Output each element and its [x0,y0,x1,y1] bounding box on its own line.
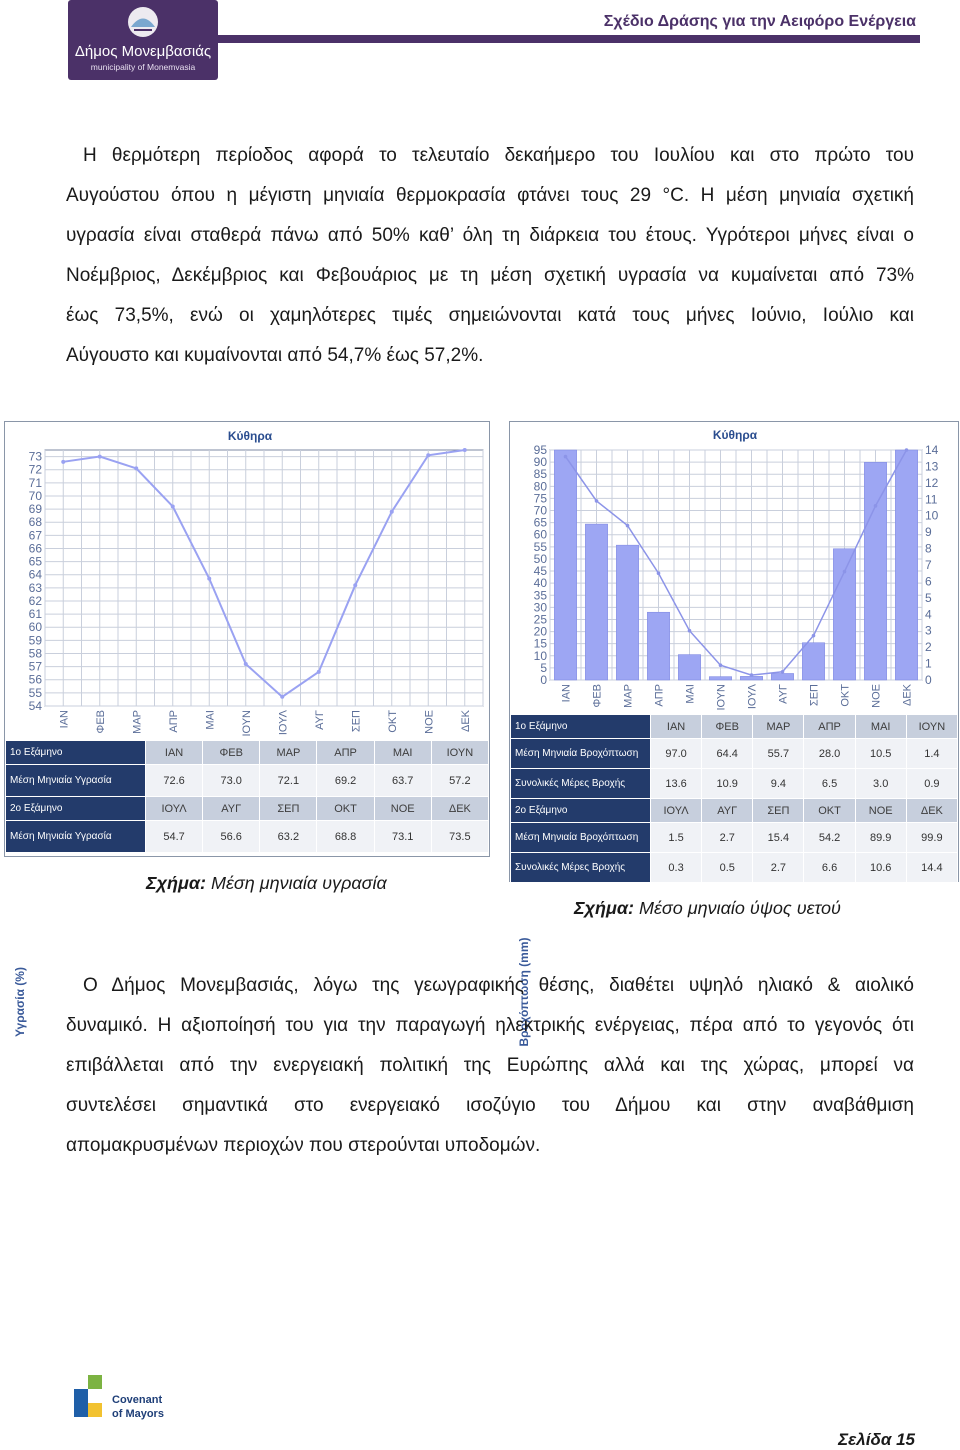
value-cell: 99.9 [906,823,957,853]
rainfall-bar [647,612,669,680]
caption-label: Σχήμα: [574,898,635,918]
municipality-logo [68,0,218,80]
value-cell: 63.7 [374,765,431,797]
value-cell: 0.5 [702,853,753,883]
y-axis-label: Βροχόπτωση (mm) [517,937,531,1047]
rainfall-data-table [510,714,958,883]
paragraph-line: Ο Δήμος Μονεμβασιάς, λόγω της γεωγραφικής θέσης, διαθέτει υψηλό ηλιακό & αιολικό [83,975,914,996]
row-label: Μέση Μηνιαία Βροχόπτωση [511,823,651,853]
month-header-cell: ΜΑΡ [753,715,804,739]
rainfall-bar [616,545,638,680]
month-header-cell: ΔΕΚ [431,797,488,821]
month-header-cell: ΙΟΥΝ [906,715,957,739]
value-cell: 13.6 [651,769,702,799]
x-tick-label: ΜΑΡ [131,710,144,734]
value-cell: 89.9 [855,823,906,853]
paragraph-line: συντελέσει σημαντικά στο ενεργειακό ισοζύγιο του Δήμου και στην αναβάθμιση [66,1095,914,1116]
month-header-cell: ΜΑΙ [374,741,431,765]
month-header-cell: ΑΥΓ [702,799,753,823]
data-point [843,570,847,574]
paragraph-line: Η θερμότερη περίοδος αφορά το τελευταίο δεκαήμερο του Ιουλίου και στο πρώτο του [83,145,914,166]
y-tick-label: 55 [533,539,547,554]
x-tick-label: ΜΑΙ [204,710,217,730]
y-tick-label: 85 [533,467,547,482]
row-label: Συνολικές Μέρες Βροχής [511,853,651,883]
x-tick-label: ΝΟΕ [423,710,436,734]
value-cell: 72.6 [146,765,203,797]
table-row [511,853,958,883]
x-tick-label: ΣΕΠ [808,684,821,707]
month-header-cell: ΣΕΠ [753,799,804,823]
caption-text: Μέσο μηνιαίο ύψος υετού [634,898,841,918]
y-tick-label: 30 [533,600,547,615]
month-header-cell: ΦΕΒ [702,715,753,739]
data-point [280,695,284,699]
value-cell: 1.5 [651,823,702,853]
value-cell: 10.6 [855,853,906,883]
x-tick-label: ΜΑΡ [622,684,635,708]
table-row [511,715,958,739]
table-row [511,739,958,769]
y-tick-label: 60 [533,527,547,542]
y-tick-label: 70 [533,503,547,518]
paragraph-line: Νοέμβριος, Δεκέμβριος και Φεβουάριος με τη μέση σχετική υγρασία να κυμαίνεται από 73% [66,265,914,286]
table-row [511,799,958,823]
data-point [874,504,878,508]
x-tick-label: ΑΥΓ [313,710,326,730]
data-point [134,466,138,470]
value-cell: 0.3 [651,853,702,883]
data-point [688,629,692,633]
row-label: 1ο Εξάμηνο [6,741,146,765]
y2-tick-label: 11 [925,492,938,507]
value-cell: 9.4 [753,769,804,799]
value-cell: 73.1 [374,821,431,853]
data-point [353,583,357,587]
data-point [626,524,630,528]
rainfall-bar [709,677,731,680]
data-point [564,455,568,459]
data-point [317,670,321,674]
y-tick-label: 70 [28,488,42,503]
x-tick-label: ΣΕΠ [350,710,363,733]
y-tick-label: 68 [28,515,42,530]
x-tick-label: ΟΚΤ [386,710,399,733]
paragraph-line: Αύγουστο και κυμαίνονται από 54,7% έως 57,2%. [66,345,484,366]
logo-emblem-icon [68,0,218,80]
data-point [244,662,248,666]
month-header-cell: ΔΕΚ [906,799,957,823]
y-tick-label: 54 [28,699,42,713]
month-header-cell: ΙΑΝ [651,715,702,739]
value-cell: 15.4 [753,823,804,853]
logo-main-text: Δήμος Μονεμβασιάς [74,43,212,60]
y-tick-label: 63 [28,580,42,595]
data-point [61,460,65,464]
row-label: Μέση Μηνιαία Υγρασία [6,765,146,797]
logo-sub-text: municipality of Monemvasia [90,62,196,72]
month-header-cell: ΣΕΠ [260,797,317,821]
covenant-emblem-icon [68,1365,168,1425]
x-tick-label: ΙΑΝ [560,684,573,703]
value-cell: 3.0 [855,769,906,799]
paragraph-line: Αυγούστου όπου η μέγιστη μηνιαία θερμοκρασία φτάνει τους 29 °C. Η μέση μηνιαία σχετική [66,185,914,206]
y-tick-label: 90 [533,455,547,470]
data-point [463,448,467,452]
rainfall-bar [771,673,793,680]
y-tick-label: 59 [28,633,42,648]
y2-tick-label: 8 [925,541,932,556]
month-header-cell: ΙΟΥΝ [431,741,488,765]
y-tick-label: 75 [533,491,547,506]
data-point [719,663,723,667]
value-cell: 73.0 [203,765,260,797]
value-cell: 56.6 [203,821,260,853]
rainfall-bar [895,450,917,680]
caption-text: Μέση μηνιαία υγρασία [206,873,387,893]
row-label: 2ο Εξάμηνο [6,797,146,821]
month-header-cell: ΦΕΒ [203,741,260,765]
y2-tick-label: 4 [925,607,932,622]
value-cell: 10.5 [855,739,906,769]
month-header-cell: ΙΟΥΛ [651,799,702,823]
paragraph-line: υγρασία είναι σταθερά πάνω από 50% καθ’ όλη τη διάρκεια του έτους. Υγρότεροι μήνες είναι ο [66,225,914,246]
y-tick-label: 67 [28,528,42,543]
y2-tick-label: 13 [925,459,939,474]
value-cell: 6.6 [804,853,855,883]
x-tick-label: ΔΕΚ [901,684,914,707]
y-tick-label: 50 [533,551,547,566]
value-cell: 6.5 [804,769,855,799]
data-point [905,448,909,452]
table-row [6,741,489,765]
paragraph-line: δυναμικό. Η αξιοποίησή του για την παραγωγή ηλεκτρικής ενέργειας, πέρα από το γεγονός ότι [66,1015,914,1036]
month-header-cell: ΟΚΤ [317,797,374,821]
y-tick-label: 62 [28,593,42,608]
y2-tick-label: 12 [925,475,939,490]
value-cell: 54.2 [804,823,855,853]
intro-paragraph [66,136,914,376]
month-header-cell: ΑΠΡ [804,715,855,739]
y-axis-label: Υγρασία (%) [13,967,27,1037]
value-cell: 0.9 [906,769,957,799]
value-cell: 2.7 [753,853,804,883]
row-label: 1ο Εξάμηνο [511,715,651,739]
rainfall-bar [678,655,700,680]
humidity-data-table [5,740,489,853]
y-tick-label: 61 [28,607,42,622]
y-tick-label: 56 [28,672,42,687]
y2-tick-label: 7 [925,558,932,572]
logo-line-1: Covenant [112,1394,163,1406]
rainfall-bar [585,524,607,680]
x-tick-label: ΙΟΥΛ [277,710,290,736]
logo-line-2: of Mayors [112,1408,164,1420]
y-tick-label: 66 [28,541,42,556]
table-row [511,823,958,853]
table-row [6,797,489,821]
table-row [6,821,489,853]
x-tick-label: ΙΟΥΝ [715,684,728,711]
row-label: Συνολικές Μέρες Βροχής [511,769,651,799]
y2-tick-label: 10 [925,508,939,523]
row-label: 2ο Εξάμηνο [511,799,651,823]
caption-label: Σχήμα: [146,873,207,893]
data-point [657,571,661,575]
table-row [6,765,489,797]
x-tick-label: ΙΟΥΛ [746,684,759,710]
paragraph-line: απομακρυσμένων περιοχών που στερούνται υποδομών. [66,1135,541,1156]
value-cell: 57.2 [431,765,488,797]
x-tick-label: ΙΑΝ [58,710,71,729]
data-point [171,504,175,508]
month-header-cell: ΝΟΕ [855,799,906,823]
x-tick-label: ΑΥΓ [777,684,790,704]
value-cell: 10.9 [702,769,753,799]
y-tick-label: 58 [28,646,42,661]
y2-tick-label: 3 [925,623,932,638]
value-cell: 73.5 [431,821,488,853]
data-point [390,510,394,514]
value-cell: 64.4 [702,739,753,769]
x-tick-label: ΟΚΤ [839,684,852,707]
y2-tick-label: 6 [925,574,932,589]
chart-title: Κύθηρα [227,429,273,443]
x-tick-label: ΜΑΙ [684,684,697,704]
y-tick-label: 10 [533,648,547,663]
y-tick-label: 65 [533,515,547,530]
y-tick-label: 20 [533,624,547,639]
data-point [426,453,430,457]
y2-tick-label: 5 [925,590,932,605]
data-point [750,673,754,677]
paragraph-line: έως 73,5%, ενώ οι χαμηλότερες τιμές σημειώνονται κατά τους μήνες Ιούνιο, Ιούλιο και [66,305,914,326]
table-row [511,769,958,799]
y-tick-label: 0 [540,673,547,687]
y2-tick-label: 0 [925,673,932,687]
y-tick-label: 40 [533,576,547,591]
month-header-cell: ΑΥΓ [203,797,260,821]
rainfall-bar [833,549,855,680]
data-point [595,499,599,503]
value-cell: 72.1 [260,765,317,797]
y-tick-label: 5 [540,660,547,675]
value-cell: 68.8 [317,821,374,853]
value-cell: 63.2 [260,821,317,853]
value-cell: 1.4 [906,739,957,769]
data-point [812,634,816,638]
covenant-of-mayors-logo [68,1365,168,1425]
row-label: Μέση Μηνιαία Υγρασία [6,821,146,853]
y-tick-label: 45 [533,564,547,579]
rainfall-bar [864,462,886,680]
energy-paragraph [66,966,914,1166]
y-tick-label: 72 [28,462,42,477]
rainfall-bar [802,643,824,680]
header-rule [218,35,920,43]
y-tick-label: 35 [533,588,547,603]
y-tick-label: 25 [533,612,547,627]
rainfall-caption [574,898,841,919]
y2-tick-label: 2 [925,640,932,655]
chart-title: Κύθηρα [712,428,758,442]
humidity-caption [146,873,387,894]
month-header-cell: ΝΟΕ [374,797,431,821]
paragraph-line: επιβάλλεται από την ενεργειακή πολιτική της Ευρώπης αλλά και της χώρας, μπορεί να [66,1055,914,1076]
data-point [781,670,785,674]
value-cell: 55.7 [753,739,804,769]
month-header-cell: ΜΑΡ [260,741,317,765]
month-header-cell: ΟΚΤ [804,799,855,823]
rainfall-bar [740,676,762,680]
value-cell: 54.7 [146,821,203,853]
month-header-cell: ΙΑΝ [146,741,203,765]
value-cell: 69.2 [317,765,374,797]
x-tick-label: ΦΕΒ [591,684,604,708]
y-tick-label: 80 [533,479,547,494]
y2-tick-label: 14 [925,443,939,457]
month-header-cell: ΙΟΥΛ [146,797,203,821]
x-tick-label: ΦΕΒ [94,710,107,734]
value-cell: 97.0 [651,739,702,769]
value-cell: 28.0 [804,739,855,769]
y-tick-label: 64 [28,567,42,582]
month-header-cell: ΑΠΡ [317,741,374,765]
month-header-cell: ΜΑΙ [855,715,906,739]
x-tick-label: ΑΠΡ [167,710,180,733]
value-cell: 2.7 [702,823,753,853]
value-cell: 14.4 [906,853,957,883]
x-tick-label: ΝΟΕ [870,684,883,708]
y-tick-label: 55 [28,685,42,700]
y-tick-label: 15 [533,636,547,651]
y-tick-label: 57 [28,659,42,674]
data-point [98,455,102,459]
y-tick-label: 73 [28,449,42,464]
y2-tick-label: 9 [925,525,932,540]
y-tick-label: 95 [533,443,547,457]
y-tick-label: 69 [28,502,42,517]
x-tick-label: ΑΠΡ [653,684,666,707]
rainfall-bar [554,450,576,680]
y-tick-label: 60 [28,620,42,635]
header-title: Σχέδιο Δράσης για την Αειφόρο Ενέργεια [603,13,916,30]
x-tick-label: ΔΕΚ [459,710,472,733]
page-number: Σελίδα 15 [838,1430,915,1449]
y-tick-label: 71 [28,475,42,490]
y2-tick-label: 1 [925,656,932,671]
y-tick-label: 65 [28,554,42,569]
row-label: Μέση Μηνιαία Βροχόπτωση [511,739,651,769]
x-tick-label: ΙΟΥΝ [240,710,253,737]
data-point [207,577,211,581]
